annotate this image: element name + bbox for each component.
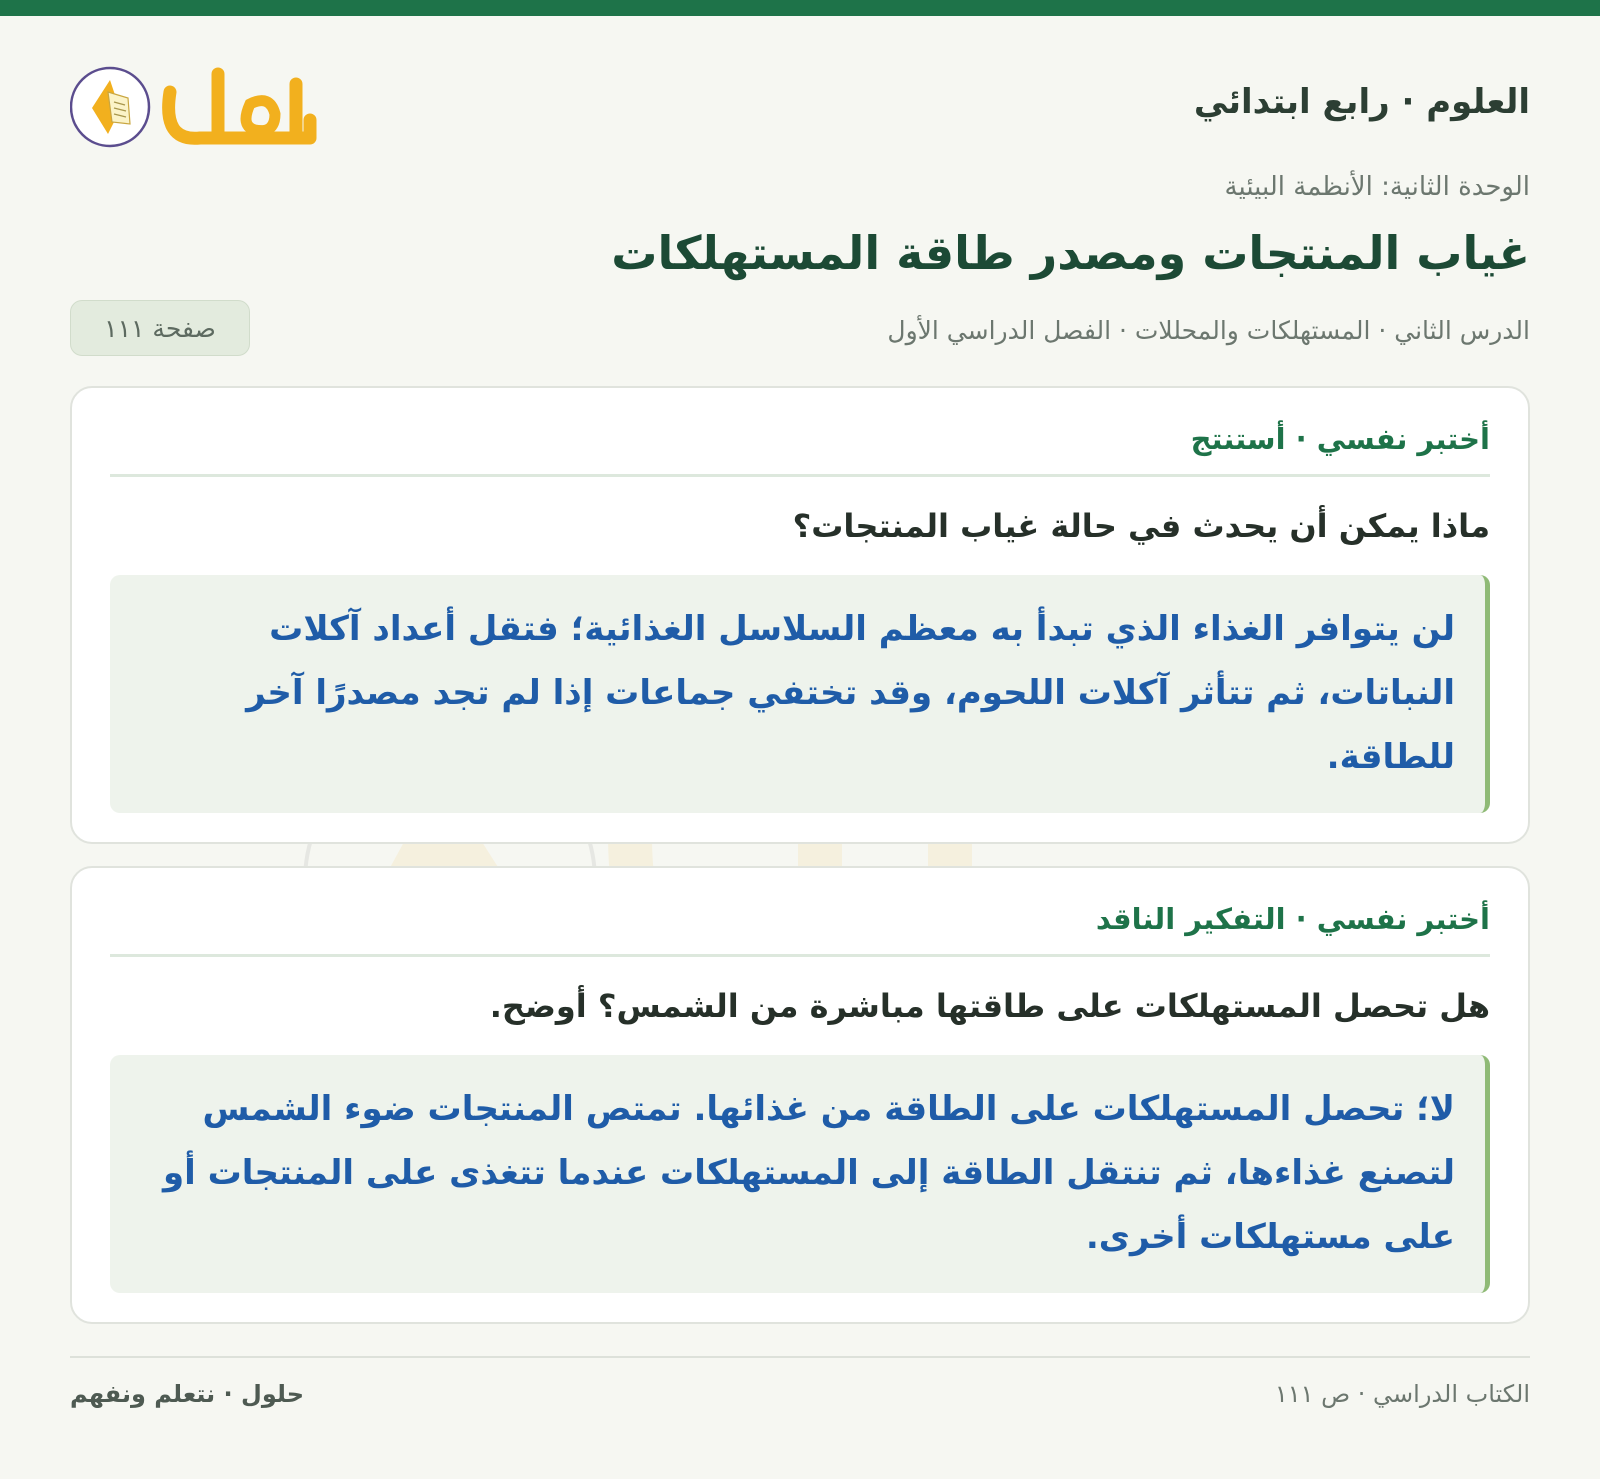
lesson-breadcrumb: الدرس الثاني · المستهلكات والمحللات · الفصل الدراسي الأول <box>887 316 1530 345</box>
top-accent-bar <box>0 0 1600 16</box>
page <box>70 16 1530 1479</box>
header <box>70 64 1530 154</box>
lesson-title: غياب المنتجات ومصدر طاقة المستهلكات <box>611 226 1530 280</box>
footer <box>70 1356 1530 1436</box>
subject-title: العلوم · رابع ابتدائي <box>1193 82 1530 122</box>
footer-brand: حلول · نتعلم ونفهم <box>70 1380 304 1408</box>
answer-box: لا؛ تحصل المستهلكات على الطاقة من غذائها. تمتص المنتجات ضوء الشمس لتصنع غذاءها، ثم تنتقل الطاقة إلى المستهلكات عندما تتغذى على المنتجات أو على مستهلكات أخرى. <box>110 1055 1490 1293</box>
unit-label: الوحدة الثانية: الأنظمة البيئية <box>1224 172 1530 202</box>
question-text: هل تحصل المستهلكات على طاقتها مباشرة من الشمس؟ أوضح. <box>489 987 1490 1025</box>
logo-wordmark <box>169 74 310 138</box>
card-tag: أختبر نفسي · أستنتج <box>110 422 1490 477</box>
question-card <box>70 866 1530 1324</box>
page-number-badge: صفحة ١١١ <box>70 300 250 356</box>
hulul-logo[interactable] <box>70 64 330 164</box>
answer-box: لن يتوافر الغذاء الذي تبدأ به معظم السلاسل الغذائية؛ فتقل أعداد آكلات النباتات، ثم تتأثر آكلات اللحوم، وقد تختفي جماعات إذا لم تجد مصدرًا آخر للطاقة. <box>110 575 1490 813</box>
question-card <box>70 386 1530 844</box>
card-tag: أختبر نفسي · التفكير الناقد <box>110 902 1490 957</box>
footer-source: الكتاب الدراسي · ص ١١١ <box>1274 1380 1530 1408</box>
question-text: ماذا يمكن أن يحدث في حالة غياب المنتجات؟ <box>792 507 1490 545</box>
